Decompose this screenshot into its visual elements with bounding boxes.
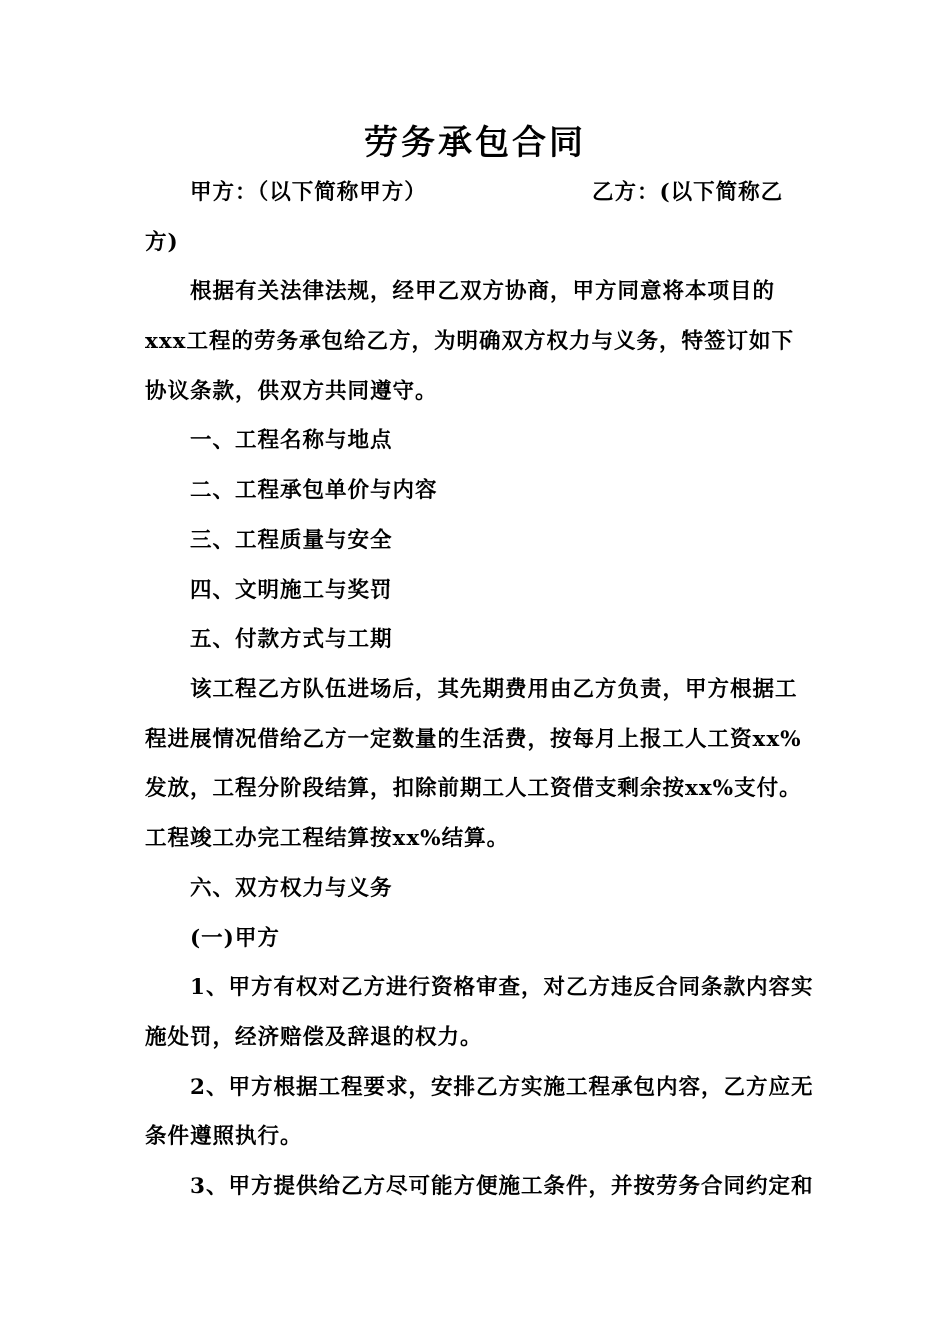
document-title: 劳务承包合同 xyxy=(364,123,586,163)
paragraph-line: 施处罚，经济赔偿及辞退的权力。 xyxy=(145,1025,483,1050)
paragraph-line: 2、甲方根据工程要求，安排乙方实施工程承包内容，乙方应无 xyxy=(190,1075,814,1100)
paragraph-line: 该工程乙方队伍进场后，其先期费用由乙方负责，甲方根据工 xyxy=(190,677,798,702)
paragraph-line: 工程竣工办完工程结算按xx%结算。 xyxy=(145,826,510,851)
section-heading: 三、工程质量与安全 xyxy=(190,528,393,553)
paragraph-line: 协议条款，供双方共同遵守。 xyxy=(145,379,438,404)
paragraph-line: 程进展情况借给乙方一定数量的生活费，按每月上报工人工资xx% xyxy=(145,727,802,752)
paragraph-line: 根据有关法律法规，经甲乙双方协商，甲方同意将本项目的 xyxy=(190,279,776,304)
paragraph-line: 3、甲方提供给乙方尽可能方便施工条件，并按劳务合同约定和 xyxy=(190,1174,814,1199)
section-heading: 二、工程承包单价与内容 xyxy=(190,478,438,503)
party-b-label: 乙方：(以下简称乙 xyxy=(592,180,784,205)
section-heading: 六、双方权力与义务 xyxy=(190,876,393,901)
paragraph-line: 发放，工程分阶段结算，扣除前期工人工资借支剩余按xx%支付。 xyxy=(145,776,802,801)
section-heading: 四、文明施工与奖罚 xyxy=(190,578,393,603)
paragraph-line: xxx工程的劳务承包给乙方，为明确双方权力与义务，特签订如下 xyxy=(145,329,794,354)
paragraph-line: 1、甲方有权对乙方进行资格审查，对乙方违反合同条款内容实 xyxy=(190,975,814,1000)
section-heading: 一、工程名称与地点 xyxy=(190,428,393,453)
section-heading: 五、付款方式与工期 xyxy=(190,627,393,652)
party-b-label-continued: 方) xyxy=(145,230,179,255)
paragraph-line: 条件遵照执行。 xyxy=(145,1124,303,1149)
party-a-label: 甲方：（以下简称甲方） xyxy=(190,180,427,205)
subsection-heading: (一)甲方 xyxy=(190,926,280,951)
